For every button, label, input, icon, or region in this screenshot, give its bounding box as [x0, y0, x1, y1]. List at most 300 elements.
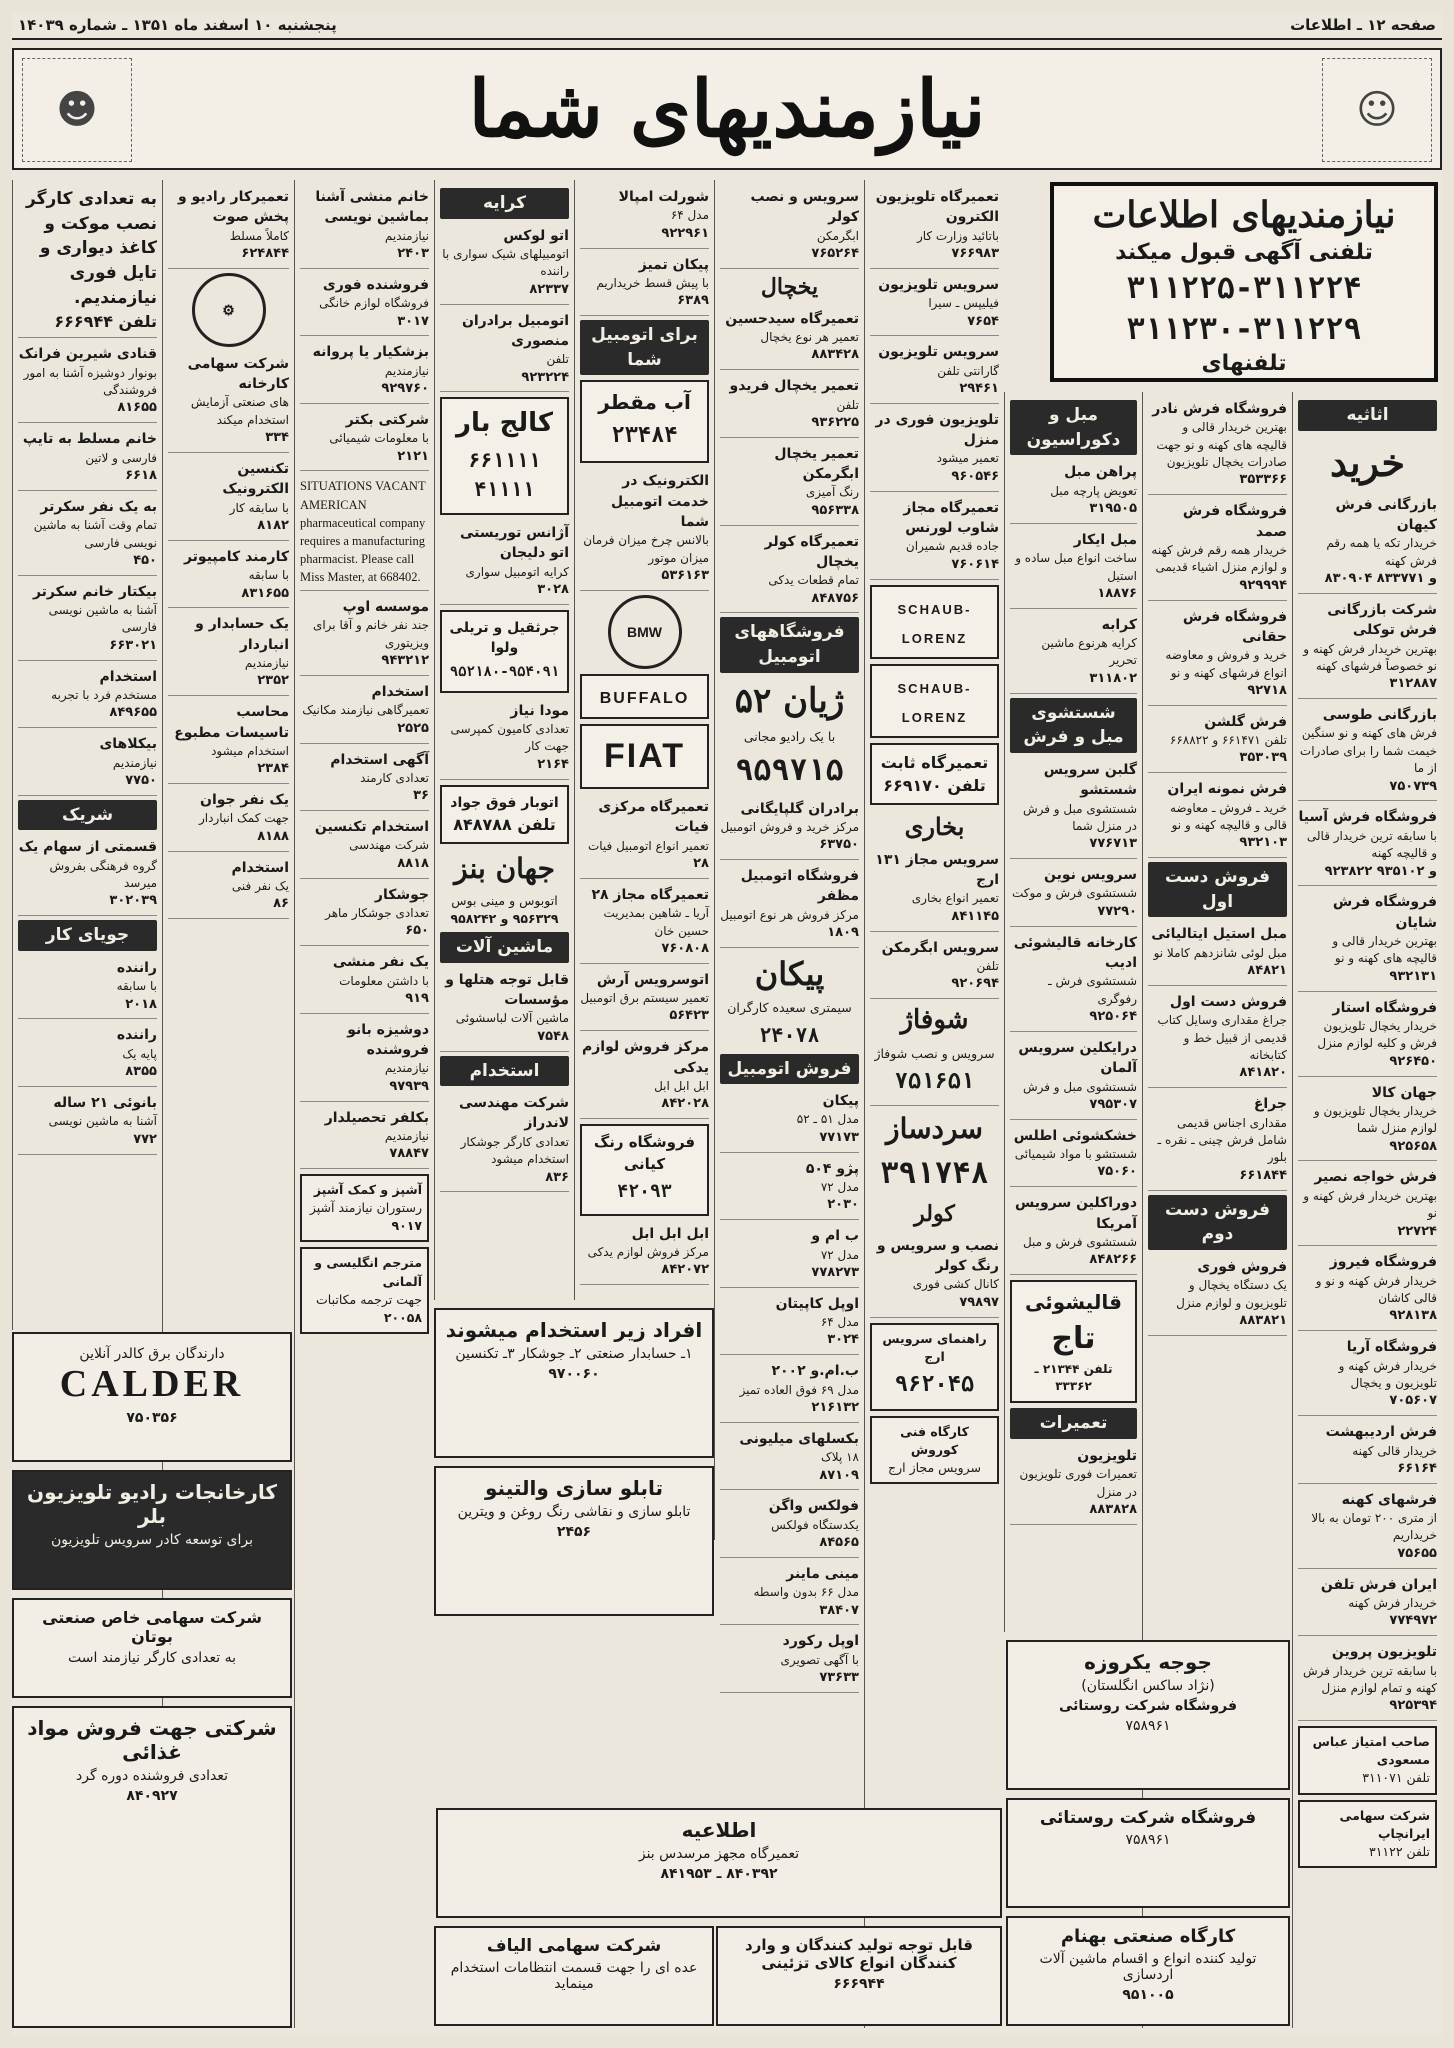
ad-title: سرویس تلویزیون	[878, 344, 999, 361]
ad-phone: ۸۷۱۰۹	[819, 1467, 859, 1483]
ad-phone: ۸۱۸۲	[257, 518, 289, 534]
section-header-second-hand: فروش دست دوم	[1148, 1195, 1287, 1250]
ad-text: جراغ مقداری وسایل کتاب قدیمی از قبیل خط و کتابخانه	[1157, 1013, 1287, 1063]
ad-phone: ۷۳۶۳۳	[819, 1670, 859, 1686]
jahan-benz-text: اتوبوس و مینی بوس	[451, 892, 558, 908]
classified-ad	[720, 1291, 859, 1356]
classified-ad	[168, 699, 289, 784]
ad-phone: ۶۶۱۶۴	[1397, 1460, 1437, 1476]
ad-title: پیکان	[822, 1093, 859, 1110]
ad-title: فروش فوری	[1197, 1258, 1287, 1275]
ad-phone: ۹۲۹۹۹۴	[1239, 577, 1287, 593]
classified-ad	[168, 184, 289, 269]
paykan-title: پیکان	[754, 955, 825, 993]
ad-text: مدل ۷۲	[820, 1247, 859, 1262]
ad-title: دوراکلین سرویس آمریکا	[1014, 1195, 1137, 1232]
classified-ad	[720, 1088, 859, 1153]
publisher-phone: تلفن ۳۱۱۰۷۱	[1362, 1770, 1430, 1786]
classified-ad	[18, 341, 157, 423]
ad-phone: ۸۴۱۱۴۵	[951, 908, 999, 924]
arj-service-box	[870, 1323, 999, 1411]
classified-ad	[870, 935, 999, 1000]
page-header-line	[12, 12, 1442, 40]
ad-text: یک نفر فنی	[231, 878, 289, 893]
ad-phone: ۹۵۶۳۳۸	[811, 502, 859, 518]
classified-ad	[580, 967, 709, 1032]
translator-box	[300, 1247, 429, 1334]
taj-carpet-cleaning-ad	[1010, 1280, 1137, 1403]
classified-ad	[18, 426, 157, 491]
taj-name: تاج	[1051, 1321, 1096, 1357]
ad-phone: ۷۷۴۹۷۲	[1389, 1613, 1437, 1629]
behnam-workshop-box	[1006, 1916, 1290, 2026]
ad-phone: ۶۲۴۸۴۴	[241, 245, 289, 261]
ad-phone: ۷۹۵۳۰۷	[1089, 1096, 1137, 1112]
section-header-machinery: ماشین آلات	[440, 932, 569, 963]
ad-title: پیکان تمیز	[638, 256, 709, 273]
ad-text: تعدادی کارگر جوشکار استخدام میشود	[460, 1134, 569, 1167]
valentino-text: تابلو سازی و نقاشی رنگ روغن و ویترین	[457, 1504, 691, 1520]
ad-phone: ۳۳۴	[265, 430, 289, 446]
ad-phone: ۲۱۲۱	[397, 448, 429, 464]
ad-text: خرید و فروش و معاوضه انواع فرشهای کهنه و نو	[1165, 648, 1287, 680]
classified-ad	[18, 1090, 157, 1155]
heating-title: شوفاژ	[900, 1005, 969, 1036]
ad-title: تعمیرگاه سیدحسین	[725, 310, 859, 327]
alyaf-title: شرکت سهامی الیاف	[486, 1936, 662, 1956]
ad-phone: ۳۵۳۳۶۶	[1239, 472, 1287, 488]
classified-ad	[870, 184, 999, 269]
classified-ad	[1298, 1639, 1437, 1721]
ad-title: مرکز فروش لوازم یدکی	[581, 1039, 709, 1076]
ad-title: فروشگاه فرش نادر	[1152, 401, 1287, 417]
schaub-lorenz-text-1: SCHAUB-LORENZ	[897, 601, 972, 646]
ad-phone: ۷۶۰۸۰۸	[661, 940, 709, 956]
ad-text: بهترین خریدار فرش کهنه و نو خصوصاً فرشهای کهنه	[1303, 641, 1437, 673]
college-bar-title: کالج بار	[456, 408, 553, 439]
classified-ad	[300, 1105, 429, 1170]
butane-text: به تعدادی کارگر نیازمند است	[68, 1650, 236, 1666]
butane-title: شرکت سهامی خاص صنعتی بوتان	[42, 1608, 262, 1646]
ad-title: جوشکار	[374, 886, 429, 903]
hiring-title: افراد زیر استخدام میشوند	[445, 1318, 703, 1342]
ad-phone: ۸۳۰۹۰۴ و ۸۳۳۷۷۱	[1324, 571, 1437, 587]
distilled-water-ad	[580, 380, 709, 463]
classified-ad	[168, 544, 289, 609]
ad-text: کاملاً مسلط	[229, 228, 289, 243]
ad-text: ساخت انواع مبل ساده و استیل	[1015, 551, 1137, 583]
ad-text: خرید ـ فروش ـ معاوضه قالی و قالیچه کهنه و نو	[1169, 800, 1287, 832]
ad-phone: ۹۲۷۱۸	[1247, 682, 1287, 698]
classified-ad	[300, 1017, 429, 1102]
fixed-repair-shop-ad	[870, 743, 999, 805]
ad-phone: ۷۶۵۴	[967, 313, 999, 329]
classified-ad	[168, 787, 289, 852]
classified-ad	[300, 272, 429, 337]
ad-title: تعمیر یخچال فریدو	[729, 378, 859, 395]
classified-ad	[720, 1628, 859, 1693]
classified-ad	[300, 339, 429, 404]
ad-text: شستشوی فرش ـ رفوگری	[1048, 974, 1137, 1006]
ad-text: با سابقه کار	[229, 500, 289, 515]
ad-text: خریدار فرش کهنه و نو و قالی کاشان	[1315, 1273, 1437, 1306]
decor-phone: ۶۶۶۹۴۴	[833, 1976, 885, 1992]
ad-text: مرکز فروش لوازم یدکی	[587, 1245, 709, 1260]
ad-title: قسمتی از سهام یک	[18, 839, 157, 856]
buffalo-text: BUFFALO	[599, 689, 690, 707]
hiring-phone: ۹۷۰۰۶۰	[548, 1366, 600, 1382]
ad-text: آشنا به ماشین نویسی	[48, 1114, 157, 1129]
ad-phone: ۲۲۷۲۴	[1397, 1223, 1437, 1239]
ad-title: ایران فرش تلفن	[1320, 1576, 1437, 1593]
ad-text: شستشوی مبل و فرش در منزل شما	[1022, 801, 1137, 833]
classified-ad	[1010, 862, 1137, 927]
ad-title: اوپل رکورد	[782, 1633, 859, 1650]
ad-text: مرکز فروش هر نوع اتومبیل	[720, 907, 859, 922]
section-header-rental: کرایه	[440, 188, 569, 219]
ad-text: خریدار همه رقم فرش کهنه و لوازم منزل اشیاء قدیمی	[1151, 542, 1287, 575]
ad-phone: ۹۲۸۱۳۸	[1389, 1308, 1437, 1324]
classified-ad	[1010, 757, 1137, 859]
ad-phone: ۹۲۵۶۵۸	[1389, 1138, 1437, 1154]
ad-text: فارسی و لاتین	[85, 450, 157, 465]
ad-title: جراغ	[1253, 1096, 1287, 1113]
ad-title: سرویس ابگرمکن	[881, 939, 999, 956]
classified-ad	[1298, 1487, 1437, 1569]
food-sales-phone: ۸۴۰۹۲۷	[126, 1788, 178, 1804]
classified-ad	[870, 847, 999, 932]
ad-phone: ۹۷۹۳۹	[389, 1078, 429, 1094]
classified-ad	[720, 529, 859, 614]
ad-title: فرش اردیبهشت	[1325, 1424, 1437, 1441]
college-bar-phone: ۶۶۱۱۱۱ ۴۱۱۱۱	[468, 448, 541, 502]
classified-ad	[720, 1223, 859, 1288]
ad-text: تعدادی جوشکار ماهر	[325, 905, 429, 920]
ad-text: مدل ۶۴	[820, 1315, 859, 1330]
classified-ad	[440, 520, 569, 605]
classified-ad	[720, 306, 859, 371]
hiring-box	[434, 1308, 714, 1458]
ad-text: با داشتن معلومات	[339, 973, 429, 988]
butane-company-box	[12, 1598, 292, 1698]
ad-phone: ۶۵۰	[405, 923, 429, 939]
classified-ad	[1148, 921, 1287, 986]
ad-phone: ۵۳۶۱۶۳	[661, 567, 709, 583]
classified-ad	[300, 814, 429, 879]
ad-title: موسسه اوپ	[342, 599, 429, 616]
distilled-water-title: آب مقطر	[598, 390, 691, 415]
classified-ad	[18, 579, 157, 661]
section-header-cleaning: شستشوی مبل و فرش	[1010, 698, 1137, 753]
ad-phone: ۳۰۲۸	[537, 582, 569, 598]
ad-title: ابل ابل ابل	[631, 1225, 709, 1242]
ad-text: کرایه هرنوع ماشین تحریر	[1041, 636, 1137, 668]
arj-service-phone: ۹۶۲۰۴۵	[894, 1371, 975, 1397]
ad-title: پراهن مبل	[1064, 464, 1137, 481]
cook-box	[300, 1174, 429, 1242]
ad-text: فروشگاه لوازم خانگی	[319, 296, 429, 311]
classified-ad	[720, 796, 859, 861]
valentino-phone: ۲۴۵۶	[556, 1524, 592, 1540]
classified-ad	[1298, 1080, 1437, 1162]
classified-ad	[168, 855, 289, 920]
ad-phone: ۶۳۸۹	[677, 293, 709, 309]
classified-ad	[1148, 776, 1287, 858]
ad-text: مرکز خرید و فروش اتومبیل	[720, 819, 859, 834]
ad-phone: ۸۴۹۶۵۵	[109, 705, 157, 721]
section-header-repairs: تعمیرات	[1010, 1408, 1137, 1439]
family-illustration-icon: ☺	[1322, 58, 1432, 162]
classified-ad	[1298, 597, 1437, 699]
buffalo-logo	[580, 674, 709, 719]
ad-title: شرکتی بکتر	[345, 411, 429, 428]
ad-phone: ۲۱۶۴	[537, 756, 569, 772]
ad-phone: ۷۷۶۷۱۳	[1089, 836, 1137, 852]
ad-phone: ۸۴۱۸۲۰	[1239, 1065, 1287, 1081]
ad-phone: ۳۰۲۰۳۹	[109, 893, 157, 909]
ad-text: خریدار فرش کهنه	[1348, 1595, 1437, 1610]
cook-text: رستوران نیازمند آشپز	[309, 1200, 422, 1216]
ad-text: استخدام میشود	[211, 743, 289, 758]
ad-phone: ۸۲۳۳۷	[529, 281, 569, 297]
calder-logo: CALDER	[59, 1363, 245, 1405]
ad-text: تعمیر انواع بخاری	[911, 891, 999, 906]
ad-phone: ۹۲۶۴۵۰	[1389, 1053, 1437, 1069]
classified-ad	[300, 882, 429, 947]
english-job-ad	[300, 474, 429, 591]
column-rental	[434, 180, 574, 1300]
ad-text: مبل لوئی شانزدهم کاملا نو	[1153, 945, 1287, 960]
ad-text: خریدار یخچال تلویزیون فرش و کلیه لوازم منزل	[1317, 1018, 1437, 1051]
section-header-first-hand: فروش دست اول	[1148, 862, 1287, 917]
chick-ad-subtitle: (نژاد ساکس انگلستان)	[1081, 1678, 1215, 1694]
classified-ad	[18, 494, 157, 576]
ad-phone: ۴۵۰	[133, 552, 157, 568]
printer-name: شرکت سهامی ایرانچاپ	[1339, 1807, 1430, 1841]
classified-ad	[1298, 804, 1437, 886]
classified-ad	[580, 882, 709, 964]
ad-title: جهان کالا	[1371, 1084, 1437, 1101]
classified-ad	[1010, 1190, 1137, 1275]
ad-phone: ۶۳۷۵۰	[819, 837, 859, 853]
classified-ad	[580, 1221, 709, 1286]
section-header-job-seekers: جویای کار	[18, 920, 157, 951]
ad-phone: ۷۷۲	[133, 1131, 157, 1147]
ad-title: شرکت سهامی کارخانه	[187, 355, 289, 393]
ad-phone: ۷۵۶۵۵	[1397, 1545, 1437, 1561]
ad-phone: ۸۳۱۶۵۵	[241, 585, 289, 601]
ad-text: تعمیر هر نوع یخچال	[760, 330, 859, 345]
ad-phone: ۹۲۵۰۶۴	[1089, 1009, 1137, 1025]
ad-phone: ۸۶	[273, 896, 289, 912]
fiat-text: FIAT	[603, 736, 685, 775]
ad-title: خشکشوئی اطلس	[1013, 1127, 1137, 1144]
column-car-services	[574, 180, 714, 1300]
chick-ad-title: جوجه یکروزه	[1084, 1650, 1212, 1674]
ad-text: خریدار یخچال تلویزیون و لوازم منزل شما	[1313, 1103, 1437, 1136]
ad-text: با سابقه	[248, 568, 289, 583]
ad-title: تعمیرگاه مرکزی فیات	[598, 799, 709, 836]
ad-text: باتائید وزارت کار	[916, 228, 999, 243]
ad-title: تلویزیون پروین	[1331, 1644, 1437, 1661]
ad-phone: ۶۶۱۸	[125, 468, 157, 483]
ad-text: شستشوی فرش و موکت	[1011, 886, 1137, 901]
ad-phone: ۷۶۶۹۸۳	[951, 245, 999, 261]
ad-text: آشنا به ماشین نویسی فارسی	[48, 603, 157, 635]
ad-phone: ۲۳۵۲	[257, 673, 289, 689]
classified-ad	[300, 679, 429, 744]
ad-text: کرایه اتومبیل سواری	[465, 564, 569, 579]
classified-ad	[1010, 1123, 1137, 1188]
ad-text: تعدادی کامیون کمپرسی جهت کار	[450, 722, 569, 754]
ad-text: فرش های کهنه و نو سنگین خیمت شما را برای صادرات از ما	[1299, 726, 1437, 776]
ad-title: تعمیرگاه مجاز شاوب لورنس	[903, 499, 999, 537]
ad-title: درایکلین سرویس آلمان	[1018, 1039, 1137, 1077]
ad-phone: ۷۷۵۰	[125, 772, 157, 788]
crane-ad	[440, 610, 569, 693]
kourosh-text: سرویس مجاز ارج	[888, 1459, 981, 1475]
newspaper-page	[12, 12, 1442, 2036]
classified-ad	[1298, 702, 1437, 801]
ad-text: رنگ آمیزی	[805, 485, 859, 500]
ad-title: تلویزیون فوری در منزل	[875, 411, 999, 449]
decor-producers-box	[716, 1926, 1002, 2026]
ad-text: نیازمندیم	[384, 1128, 429, 1143]
company-emblem-icon: ⚙	[192, 273, 266, 347]
jian-52-text: با یک رادیو مجانی	[743, 729, 836, 745]
notice-title: اطلاعیه	[681, 1818, 757, 1842]
classified-ad	[1010, 1443, 1137, 1525]
classified-ad	[440, 308, 569, 393]
ad-text: با آگهی تصویری	[780, 1652, 859, 1667]
publisher-name: صاحب امتیاز عباس مسعودی	[1312, 1734, 1430, 1768]
behnam-phone: ۹۵۱۰۰۵	[1122, 1987, 1174, 2003]
ad-title: استخدام	[99, 668, 157, 685]
ad-text: تعمیر میشود	[936, 451, 999, 466]
ad-title: محاسب تاسیسات مطبوع	[174, 704, 289, 741]
ad-title: کارمند کامپیوتر	[183, 548, 289, 565]
ad-text: گروه فرهنگی بفروش میرسد	[49, 858, 157, 891]
heating-phone: ۷۵۱۶۵۱	[894, 1068, 975, 1094]
fiat-logo	[580, 724, 709, 789]
ad-phone: ۲۵۲۵	[397, 720, 429, 736]
installer-ad	[18, 184, 157, 338]
ad-title: سرویس مجاز ۱۳۱ ارج	[875, 851, 999, 889]
ad-phone: ۲۰۳۰	[827, 1197, 859, 1213]
ad-text: ماشین آلات لباسشوئی	[455, 1011, 569, 1026]
blair-title: کارخانجات رادیو تلویزیون بلر	[27, 1480, 277, 1528]
ad-title: فروشگاه فرش آسیا	[1298, 809, 1437, 826]
cooler-maker-phone: ۳۹۱۷۴۸	[880, 1156, 989, 1192]
ad-text: از متری ۲۰۰ تومان به بالا خریداریم	[1311, 1511, 1437, 1543]
ad-phone: ۸۸۱۸	[397, 855, 429, 871]
ad-phone: ۸۴۵۶۵	[819, 1535, 859, 1551]
ad-phone: ۸۱۶۵۵	[117, 400, 157, 416]
ad-phone: ۸۴۲۰۲۸	[661, 1096, 709, 1112]
ad-title: آگهی استخدام	[330, 751, 429, 768]
section-header-car-stores: فروشگاههای اتومبیل	[720, 617, 859, 672]
mercedes-notice-box	[436, 1808, 1002, 1918]
ad-text: ابگرمکن	[816, 228, 859, 243]
ad-title: تعمیرگاه کولر یخچال	[764, 533, 859, 570]
classified-ad	[580, 252, 709, 317]
taj-phone: تلفن ۲۱۳۴۴ ـ ۳۳۳۶۲	[1034, 1361, 1113, 1393]
valentino-title: تابلو سازی والتینو	[484, 1476, 663, 1500]
page-label: صفحه ۱۲ ـ اطلاعات	[1290, 16, 1436, 34]
jahan-benz-title: جهان بنز	[454, 852, 555, 886]
ad-title: اتوسرویس آرش	[596, 971, 709, 988]
ad-title: سرویس تلویزیون	[878, 276, 999, 293]
english-job-text: SITUATIONS VACANT AMERICAN pharmaceutical company requires a manufacturing pharmacist. Please call Miss Master, at 668402.	[300, 479, 426, 585]
promo-phones-2: ۳۱۱۲۳۰-۳۱۱۲۲۹	[1126, 312, 1362, 347]
alyaf-company-box	[434, 1926, 714, 2026]
ad-title: برادران گلپایگانی	[740, 800, 859, 817]
issue-date: پنجشنبه ۱۰ اسفند ماه ۱۳۵۱ ـ شماره ۱۴۰۳۹	[18, 16, 337, 34]
ad-title: فرش نمونه ایران	[1167, 781, 1287, 798]
ad-title: فروشگاه فیروز	[1329, 1254, 1437, 1271]
ad-text: تعمیر انواع اتومبیل فیات	[587, 838, 709, 853]
ad-text: نیازمندیم	[384, 1061, 429, 1076]
ad-text: خریدار تکه یا همه رقم فرش کهنه	[1326, 536, 1437, 568]
food-sales-text: تعدادی فروشنده دوره گرد	[76, 1768, 228, 1784]
ad-title: فروشگاه استار	[1332, 999, 1437, 1016]
jahan-benz-phone: ۹۵۶۳۲۹ و ۹۵۸۲۴۲	[450, 910, 559, 926]
ad-phone: ۹۳۶۲۲۵	[811, 414, 859, 430]
classified-ad	[300, 184, 429, 269]
heating-ad	[870, 1042, 999, 1106]
taj-label: قالیشوئی	[1025, 1290, 1122, 1315]
food-sales-box	[12, 1706, 292, 2028]
classified-ad	[168, 611, 289, 696]
classified-ad	[440, 967, 569, 1052]
ad-phone: ۲۴۰۳	[397, 245, 429, 261]
ad-title: اتومبیل برادران منصوری	[461, 312, 569, 349]
classified-ad	[1298, 1572, 1437, 1637]
ad-phone: ۲۳۸۴	[257, 761, 289, 777]
classified-ad	[720, 373, 859, 438]
ad-phone: ۶۶۱۸۴۴	[1239, 1167, 1287, 1183]
ad-text: بهترین خریدار قالی و قالیچه های کهنه و نو	[1332, 934, 1437, 966]
classified-ad	[720, 1493, 859, 1558]
ad-title: بیکلاهای	[99, 736, 157, 753]
ad-phone: ۲۹۴۶۱	[959, 381, 999, 397]
ad-text: با سابقه	[116, 979, 157, 994]
ad-title: یک حسابدار و انباردار	[195, 616, 289, 653]
classified-ad	[440, 698, 569, 780]
ad-title: یک نفر جوان	[200, 792, 289, 809]
ad-phone: ۶۶۳۰۲۱	[109, 637, 157, 653]
ad-text: نیازمندیم	[244, 656, 289, 670]
ad-phone: ۹۲۲۹۶۱	[661, 225, 709, 241]
rural-store-title: فروشگاه شرکت روستائی	[1039, 1808, 1257, 1828]
ad-text: نیازمندیم	[112, 755, 157, 770]
column-furniture-buy	[1292, 392, 1442, 2028]
ad-phone: ۹۱۹	[405, 990, 429, 1006]
ad-phone: ۹۶۰۵۴۶	[951, 468, 999, 484]
phone-ad-promo	[1050, 182, 1438, 382]
classified-ad	[1298, 1164, 1437, 1246]
section-header-partner: شریک	[18, 800, 157, 831]
classified-ad	[1298, 492, 1437, 594]
jian-52-title: ژیان ۵۲	[734, 680, 845, 721]
ad-phone: ۳۱۱۸۰۲	[1089, 670, 1137, 686]
classified-ad	[18, 664, 157, 729]
classified-ad	[18, 731, 157, 796]
ad-text: با معلومات شیمیائی	[329, 431, 429, 446]
ad-text: ابل ابل ابل	[654, 1078, 709, 1093]
calder-phone: ۷۵۰۳۵۶	[126, 1410, 178, 1426]
classified-ad	[1148, 396, 1287, 495]
